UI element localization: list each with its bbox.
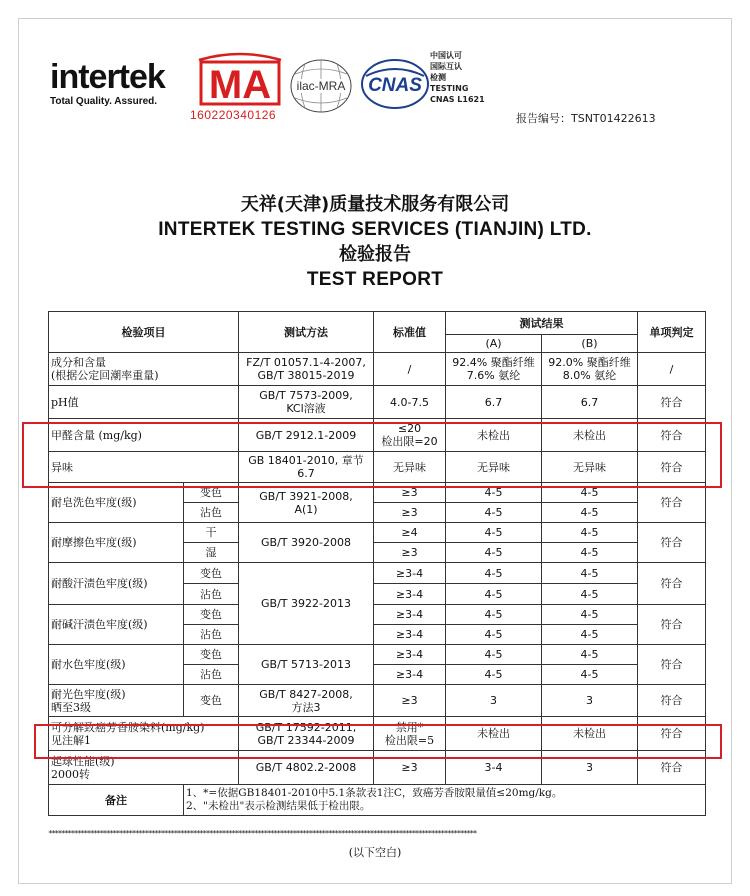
header-standard: 标准值 xyxy=(374,312,446,353)
row-verdict: / xyxy=(638,353,706,386)
row-method: GB/T 3922-2013 xyxy=(239,563,374,645)
row-sub-item: 沾色 xyxy=(184,584,239,605)
row-result-a: 4-5 xyxy=(446,665,542,685)
row-result-a: 4-5 xyxy=(446,625,542,645)
header-result: 测试结果 xyxy=(446,312,638,335)
ilac-mra-mark xyxy=(287,56,355,116)
row-result-b: 4-5 xyxy=(542,584,638,605)
row-result-a: 3 xyxy=(446,685,542,717)
row-item: 耐皂洗色牢度(级) xyxy=(49,483,184,523)
cnas-text-line: 中国认可 xyxy=(430,51,462,60)
header-logos xyxy=(50,52,700,132)
cnas-accreditation-text xyxy=(430,50,485,105)
row-result-b: 未检出 xyxy=(542,419,638,452)
row-method: GB/T 17592-2011, GB/T 23344-2009 xyxy=(239,717,374,751)
row-method: GB/T 3921-2008, A(1) xyxy=(239,483,374,523)
row-result-a: 未检出 xyxy=(446,419,542,452)
row-item: 异味 xyxy=(49,452,239,483)
report-titles xyxy=(0,192,750,292)
row-result-b: 未检出 xyxy=(542,717,638,751)
row-verdict: 符合 xyxy=(638,685,706,717)
row-method: GB/T 4802.2-2008 xyxy=(239,751,374,785)
row-standard: ≤20 检出限=20 xyxy=(374,419,446,452)
cnas-text-line: 国际互认 xyxy=(430,62,462,71)
row-result-a: 4-5 xyxy=(446,503,542,523)
report-number: 报告编号：TSNT01422613 xyxy=(516,112,656,125)
row-result-b: 4-5 xyxy=(542,523,638,543)
row-result-b: 无异味 xyxy=(542,452,638,483)
table-row xyxy=(49,386,706,419)
table-row xyxy=(49,563,706,584)
row-result-a: 6.7 xyxy=(446,386,542,419)
row-item: 起球性能(级) 2000转 xyxy=(49,751,239,785)
row-verdict: 符合 xyxy=(638,419,706,452)
highlight-box-formaldehyde-odor xyxy=(22,422,722,488)
row-standard: ≥3-4 xyxy=(374,563,446,584)
row-method: GB/T 2912.1-2009 xyxy=(239,419,374,452)
row-standard: ≥3 xyxy=(374,751,446,785)
row-method: GB/T 3920-2008 xyxy=(239,523,374,563)
row-sub-item: 沾色 xyxy=(184,503,239,523)
row-result-b: 4-5 xyxy=(542,645,638,665)
remarks-row xyxy=(49,785,706,816)
row-result-b: 4-5 xyxy=(542,665,638,685)
row-sub-item: 沾色 xyxy=(184,665,239,685)
highlight-box-azo-dyes xyxy=(34,724,722,759)
row-result-a: 4-5 xyxy=(446,605,542,625)
table-row xyxy=(49,685,706,717)
cnas-mark xyxy=(360,58,430,110)
row-item: 耐酸汗渍色牢度(级) xyxy=(49,563,184,605)
report-title-cn: 检验报告 xyxy=(339,244,411,265)
row-verdict: 符合 xyxy=(638,483,706,523)
row-result-a: 4-5 xyxy=(446,563,542,584)
ma-certificate-number: 160220340126 xyxy=(190,108,277,122)
table-row xyxy=(49,645,706,665)
row-verdict: 符合 xyxy=(638,563,706,605)
header-sample-a: (A) xyxy=(446,335,542,353)
header-item: 检验项目 xyxy=(49,312,239,353)
row-sub-item: 变色 xyxy=(184,685,239,717)
row-verdict: 符合 xyxy=(638,452,706,483)
table-header-row xyxy=(49,312,706,335)
row-verdict: 符合 xyxy=(638,717,706,751)
row-result-a: 92.4% 聚酯纤维 7.6% 氨纶 xyxy=(446,353,542,386)
row-standard: ≥3 xyxy=(374,503,446,523)
row-result-a: 未检出 xyxy=(446,717,542,751)
row-item: pH值 xyxy=(49,386,239,419)
row-result-b: 3 xyxy=(542,751,638,785)
intertek-logo xyxy=(50,60,165,107)
row-item: 耐水色牢度(级) xyxy=(49,645,184,685)
report-title-en: TEST REPORT xyxy=(306,269,444,290)
row-result-a: 4-5 xyxy=(446,543,542,563)
row-sub-item: 沾色 xyxy=(184,625,239,645)
row-sub-item: 变色 xyxy=(184,563,239,584)
row-method: FZ/T 01057.1-4-2007, GB/T 38015-2019 xyxy=(239,353,374,386)
header-method: 测试方法 xyxy=(239,312,374,353)
row-standard: ≥3-4 xyxy=(374,625,446,645)
header-sample-b: (B) xyxy=(542,335,638,353)
row-result-b: 3 xyxy=(542,685,638,717)
row-result-b: 4-5 xyxy=(542,605,638,625)
row-item: 甲醛含量 (mg/kg) xyxy=(49,419,239,452)
row-verdict: 符合 xyxy=(638,605,706,645)
row-result-a: 4-5 xyxy=(446,584,542,605)
remark-line: 2、"未检出"表示检测结果低于检出限。 xyxy=(186,800,371,812)
row-standard: 无异味 xyxy=(374,452,446,483)
row-sub-item: 变色 xyxy=(184,605,239,625)
row-standard: ≥4 xyxy=(374,523,446,543)
row-result-b: 4-5 xyxy=(542,563,638,584)
row-item: 耐碱汗渍色牢度(级) xyxy=(49,605,184,645)
remark-line: 1、*=依据GB18401-2010中5.1条款表1注C，致癌芳香胺限量值≤20mg/kg。 xyxy=(186,787,563,799)
cnas-text-line: CNAS L1621 xyxy=(430,95,485,104)
row-sub-item: 变色 xyxy=(184,645,239,665)
remarks-label: 备注 xyxy=(49,785,184,816)
row-standard: ≥3-4 xyxy=(374,584,446,605)
row-standard: / xyxy=(374,353,446,386)
row-result-b: 4-5 xyxy=(542,625,638,645)
row-method: GB/T 5713-2013 xyxy=(239,645,374,685)
row-result-b: 92.0% 聚酯纤维 8.0% 氨纶 xyxy=(542,353,638,386)
table-row xyxy=(49,523,706,543)
row-result-b: 4-5 xyxy=(542,483,638,503)
row-sub-item: 干 xyxy=(184,523,239,543)
row-result-a: 4-5 xyxy=(446,523,542,543)
row-standard: ≥3-4 xyxy=(374,665,446,685)
table-row xyxy=(49,353,706,386)
cnas-text-line: 检测 xyxy=(430,73,446,82)
brand-tagline: Total Quality. Assured. xyxy=(50,96,158,107)
row-standard: 4.0-7.5 xyxy=(374,386,446,419)
ma-mark-text: MA xyxy=(208,63,272,107)
row-standard: ≥3-4 xyxy=(374,645,446,665)
company-name-en: INTERTEK TESTING SERVICES (TIANJIN) LTD. xyxy=(158,219,592,240)
row-standard: ≥3 xyxy=(374,483,446,503)
row-verdict: 符合 xyxy=(638,645,706,685)
row-standard: ≥3 xyxy=(374,543,446,563)
row-result-a: 3-4 xyxy=(446,751,542,785)
row-method: GB/T 7573-2009, KCl溶液 xyxy=(239,386,374,419)
row-verdict: 符合 xyxy=(638,523,706,563)
row-result-b: 4-5 xyxy=(542,543,638,563)
row-result-b: 4-5 xyxy=(542,503,638,523)
table-row xyxy=(49,605,706,625)
row-method: GB 18401-2010, 章节 6.7 xyxy=(239,452,374,483)
row-standard: ≥3 xyxy=(374,685,446,717)
header-verdict: 单项判定 xyxy=(638,312,706,353)
remarks-text xyxy=(184,785,706,816)
row-method: GB/T 8427-2008, 方法3 xyxy=(239,685,374,717)
cnas-mark-text: CNAS xyxy=(368,75,422,96)
row-verdict: 符合 xyxy=(638,751,706,785)
row-sub-item: 变色 xyxy=(184,483,239,503)
company-name-cn: 天祥(天津)质量技术服务有限公司 xyxy=(240,194,510,215)
ilac-mark-text: ilac-MRA xyxy=(296,79,346,93)
row-result-a: 无异味 xyxy=(446,452,542,483)
brand-word: intertek xyxy=(50,58,165,96)
row-verdict: 符合 xyxy=(638,386,706,419)
end-separator: ************************************************************************************************************************************* xyxy=(48,829,476,838)
row-result-b: 6.7 xyxy=(542,386,638,419)
blank-below-note: (以下空白) xyxy=(348,846,402,859)
cnas-text-line: TESTING xyxy=(430,84,469,93)
row-standard: ≥3-4 xyxy=(374,605,446,625)
row-result-a: 4-5 xyxy=(446,645,542,665)
row-item: 可分解致癌芳香胺染料(mg/kg) 见注解1 xyxy=(49,717,239,751)
row-item: 耐摩擦色牢度(级) xyxy=(49,523,184,563)
row-sub-item: 湿 xyxy=(184,543,239,563)
row-item: 耐光色牢度(级) 晒至3级 xyxy=(49,685,184,717)
row-standard: 禁用* 检出限=5 xyxy=(374,717,446,751)
row-item: 成分和含量 (根据公定回潮率重量) xyxy=(49,353,239,386)
row-result-a: 4-5 xyxy=(446,483,542,503)
